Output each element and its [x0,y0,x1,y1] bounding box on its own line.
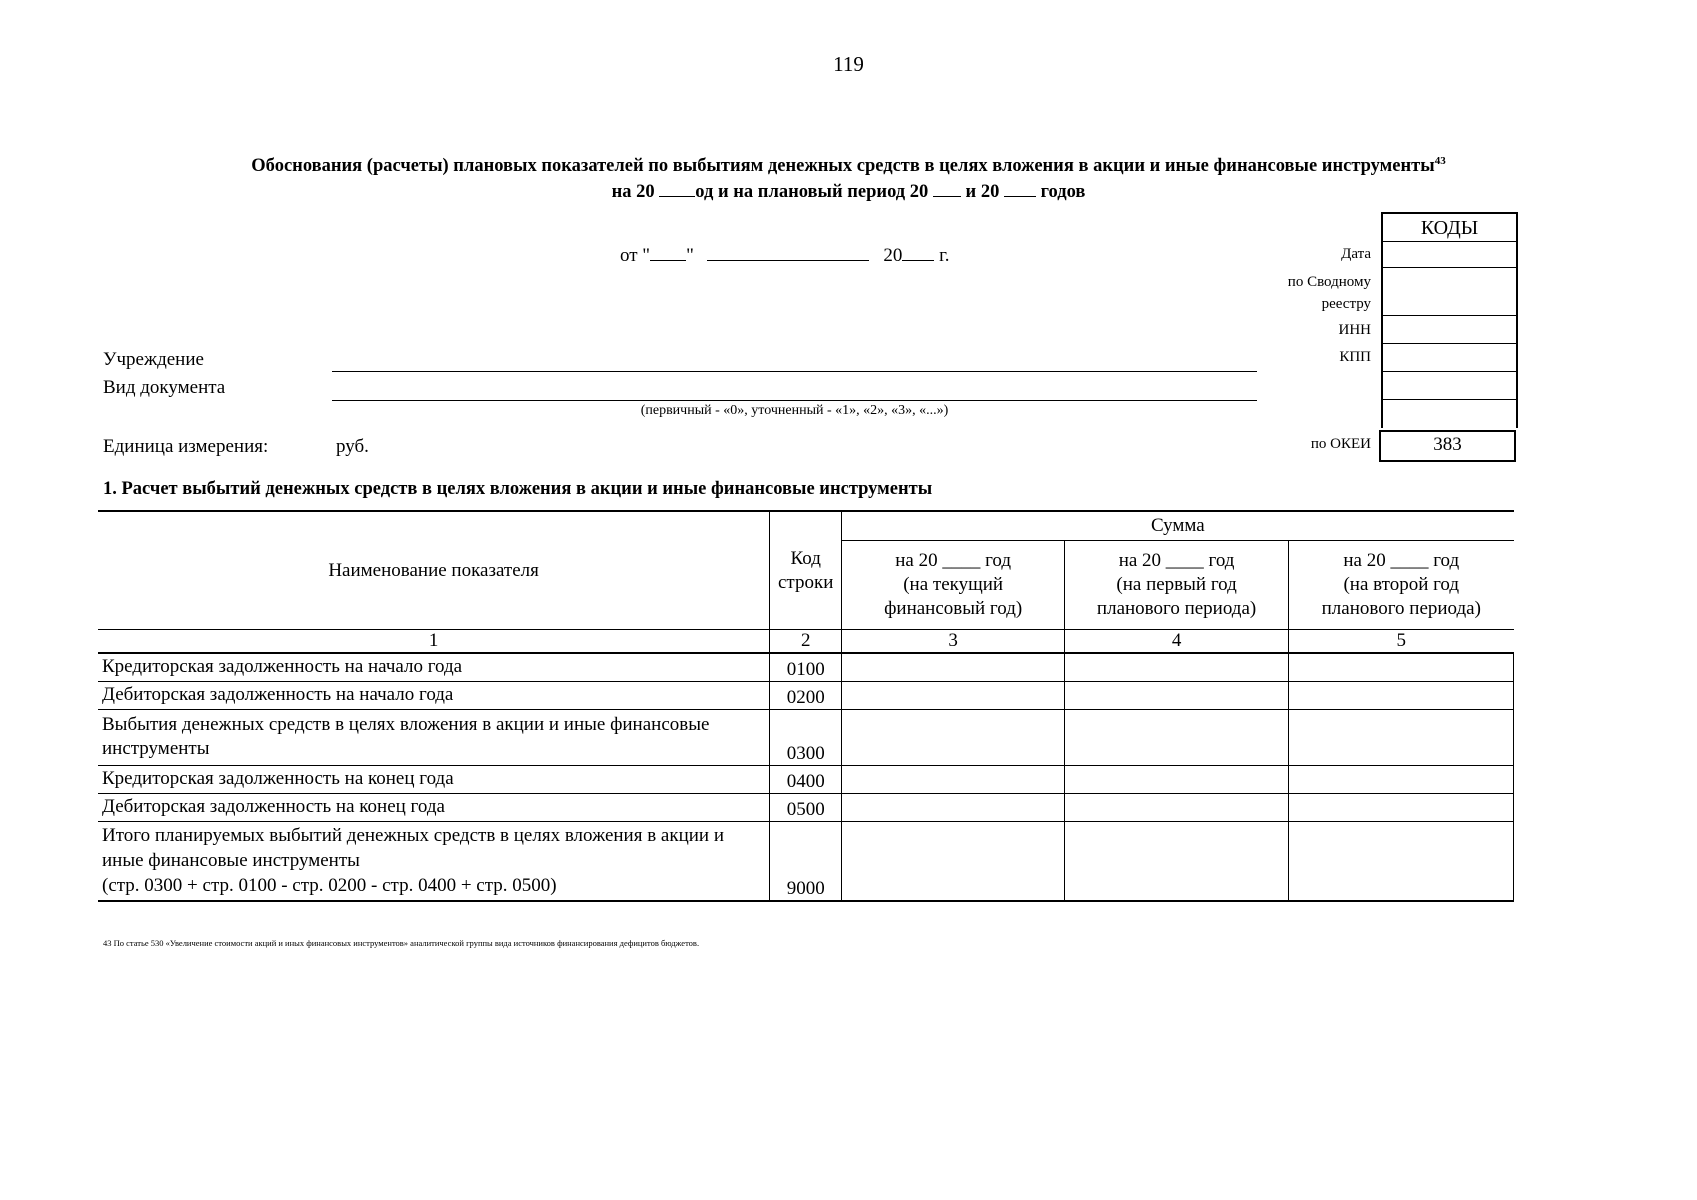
table-row [98,765,1514,793]
row-code: 9000 [770,821,842,901]
code-cell-unit[interactable] [1383,400,1516,428]
row-value-second-plan-year[interactable] [1289,709,1514,765]
doc-type-label: Вид документа [103,377,226,398]
doc-type-field[interactable] [332,376,1257,401]
subtitle-part-3: и 20 [965,182,1000,202]
row-code: 0300 [770,709,842,765]
subtitle-part-1: на 20 [611,182,655,202]
col-number-2: 2 [770,630,842,654]
row-value-first-plan-year[interactable] [1065,653,1289,681]
table-row [98,709,1514,765]
row-value-second-plan-year[interactable] [1289,765,1514,793]
code-label-inn: ИНН [1338,322,1371,338]
subtitle-part-2: од и на плановый период 20 [695,182,929,202]
header-col5-line-2: (на второй год [1343,574,1460,595]
row-code: 0200 [770,681,842,709]
total-name-line-1: Итого планируемых выбытий денежных средств в целях вложения в акции и [102,825,725,847]
col-number-3: 3 [842,630,1065,654]
total-name-line-3: (стр. 0300 + стр. 0100 - стр. 0200 - стр. 0400 + стр. 0500) [102,875,557,897]
subtitle-part-4: годов [1040,182,1086,202]
col-number-1: 1 [98,630,770,654]
col-number-5: 5 [1289,630,1514,654]
calculation-table [98,510,1514,902]
row-value-current-year[interactable] [842,681,1065,709]
code-label-registry-2: реестру [1321,296,1371,312]
row-name: Кредиторская задолженность на конец года [98,765,770,793]
row-name-total [98,821,770,901]
header-code-line-2: строки [778,571,834,593]
subtitle-year-blank-3 [1004,180,1036,197]
row-value-current-year[interactable] [842,793,1065,821]
row-value-second-plan-year[interactable] [1289,793,1514,821]
header-col5 [1289,541,1514,630]
row-value-second-plan-year[interactable] [1289,821,1514,901]
table-row [98,681,1514,709]
date-suffix: г. [939,245,950,266]
row-code: 0400 [770,765,842,793]
institution-field[interactable] [332,347,1257,372]
row-value-first-plan-year[interactable] [1065,821,1289,901]
header-col3-line-2: (на текущий [903,574,1004,595]
row-code: 0500 [770,793,842,821]
date-prefix: от " [620,245,651,266]
date-year-blank [902,244,934,261]
header-col4-line-1: на 20 ____ год [1118,550,1235,571]
code-cell-inn[interactable] [1383,316,1516,344]
header-col4 [1065,541,1289,630]
subtitle-year-blank-2 [933,180,961,197]
date-day-blank [650,244,686,261]
document-date-line [620,244,949,267]
code-label-registry-1: по Сводному [1287,274,1371,290]
code-cell-kpp[interactable] [1383,344,1516,372]
table-row [98,793,1514,821]
header-col4-line-3: планового периода) [1096,598,1257,619]
date-year-prefix: 20 [883,245,903,266]
subtitle-year-blank-1 [659,180,695,197]
unit-value: руб. [336,436,369,457]
row-value-first-plan-year[interactable] [1065,793,1289,821]
doc-type-hint: (первичный - «0», уточненный - «1», «2», «3», «...») [640,403,949,418]
row-code: 0100 [770,653,842,681]
footnote: 43 По статье 530 «Увеличение стоимости акций и иных финансовых инструментов» аналитической группы вида источников финансирования дефицитов бюджетов. [103,938,700,948]
code-cell-doc-type[interactable] [1383,372,1516,400]
header-name: Наименование показателя [98,511,770,630]
date-quote-close: " [686,245,694,266]
header-col4-line-2: (на первый год [1116,574,1237,595]
page-number: 119 [833,52,864,76]
header-col5-line-3: планового периода) [1321,598,1481,619]
row-value-second-plan-year[interactable] [1289,681,1514,709]
code-label-okei: по ОКЕИ [1310,436,1371,452]
row-value-first-plan-year[interactable] [1065,709,1289,765]
row-name: Дебиторская задолженность на конец года [98,793,770,821]
title-footnote-ref: 43 [1434,155,1446,167]
header-col3-line-1: на 20 ____ год [895,550,1012,571]
title-text: Обоснования (расчеты) плановых показателей по выбытиям денежных средств в целях вложения в акции и иные финансовые инструменты [251,156,1435,177]
code-label-date: Дата [1341,246,1371,262]
codes-box [1381,212,1518,428]
col-number-4: 4 [1065,630,1289,654]
row-value-current-year[interactable] [842,709,1065,765]
unit-label: Единица измерения: [103,436,269,457]
table-row-total [98,821,1514,901]
document-subtitle [0,180,1697,203]
header-sum: Сумма [842,511,1514,541]
row-value-current-year[interactable] [842,765,1065,793]
row-name: Кредиторская задолженность на начало года [98,653,770,681]
header-code-line-1: Код [790,547,821,569]
date-month-blank [707,244,869,261]
row-name: Выбытия денежных средств в целях вложения в акции и иные финансовые инструменты [98,709,770,765]
row-name: Дебиторская задолженность на начало года [98,681,770,709]
code-cell-okei: 383 [1379,430,1516,462]
row-value-current-year[interactable] [842,653,1065,681]
header-col3-line-3: финансовый год) [884,598,1023,619]
row-value-first-plan-year[interactable] [1065,765,1289,793]
document-title [0,155,1697,177]
table-row [98,653,1514,681]
row-value-current-year[interactable] [842,821,1065,901]
header-code [770,511,842,630]
section-title: 1. Расчет выбытий денежных средств в целях вложения в акции и иные финансовые инструменты [103,479,933,499]
codes-header: КОДЫ [1383,214,1516,242]
header-col3 [842,541,1065,630]
row-value-first-plan-year[interactable] [1065,681,1289,709]
row-value-second-plan-year[interactable] [1289,653,1514,681]
header-col5-line-1: на 20 ____ год [1343,550,1460,571]
code-cell-date[interactable] [1383,242,1516,268]
code-label-kpp: КПП [1339,349,1371,365]
code-cell-registry[interactable] [1383,268,1516,316]
institution-label: Учреждение [103,349,204,370]
total-name-line-2: иные финансовые инструменты [102,850,360,872]
